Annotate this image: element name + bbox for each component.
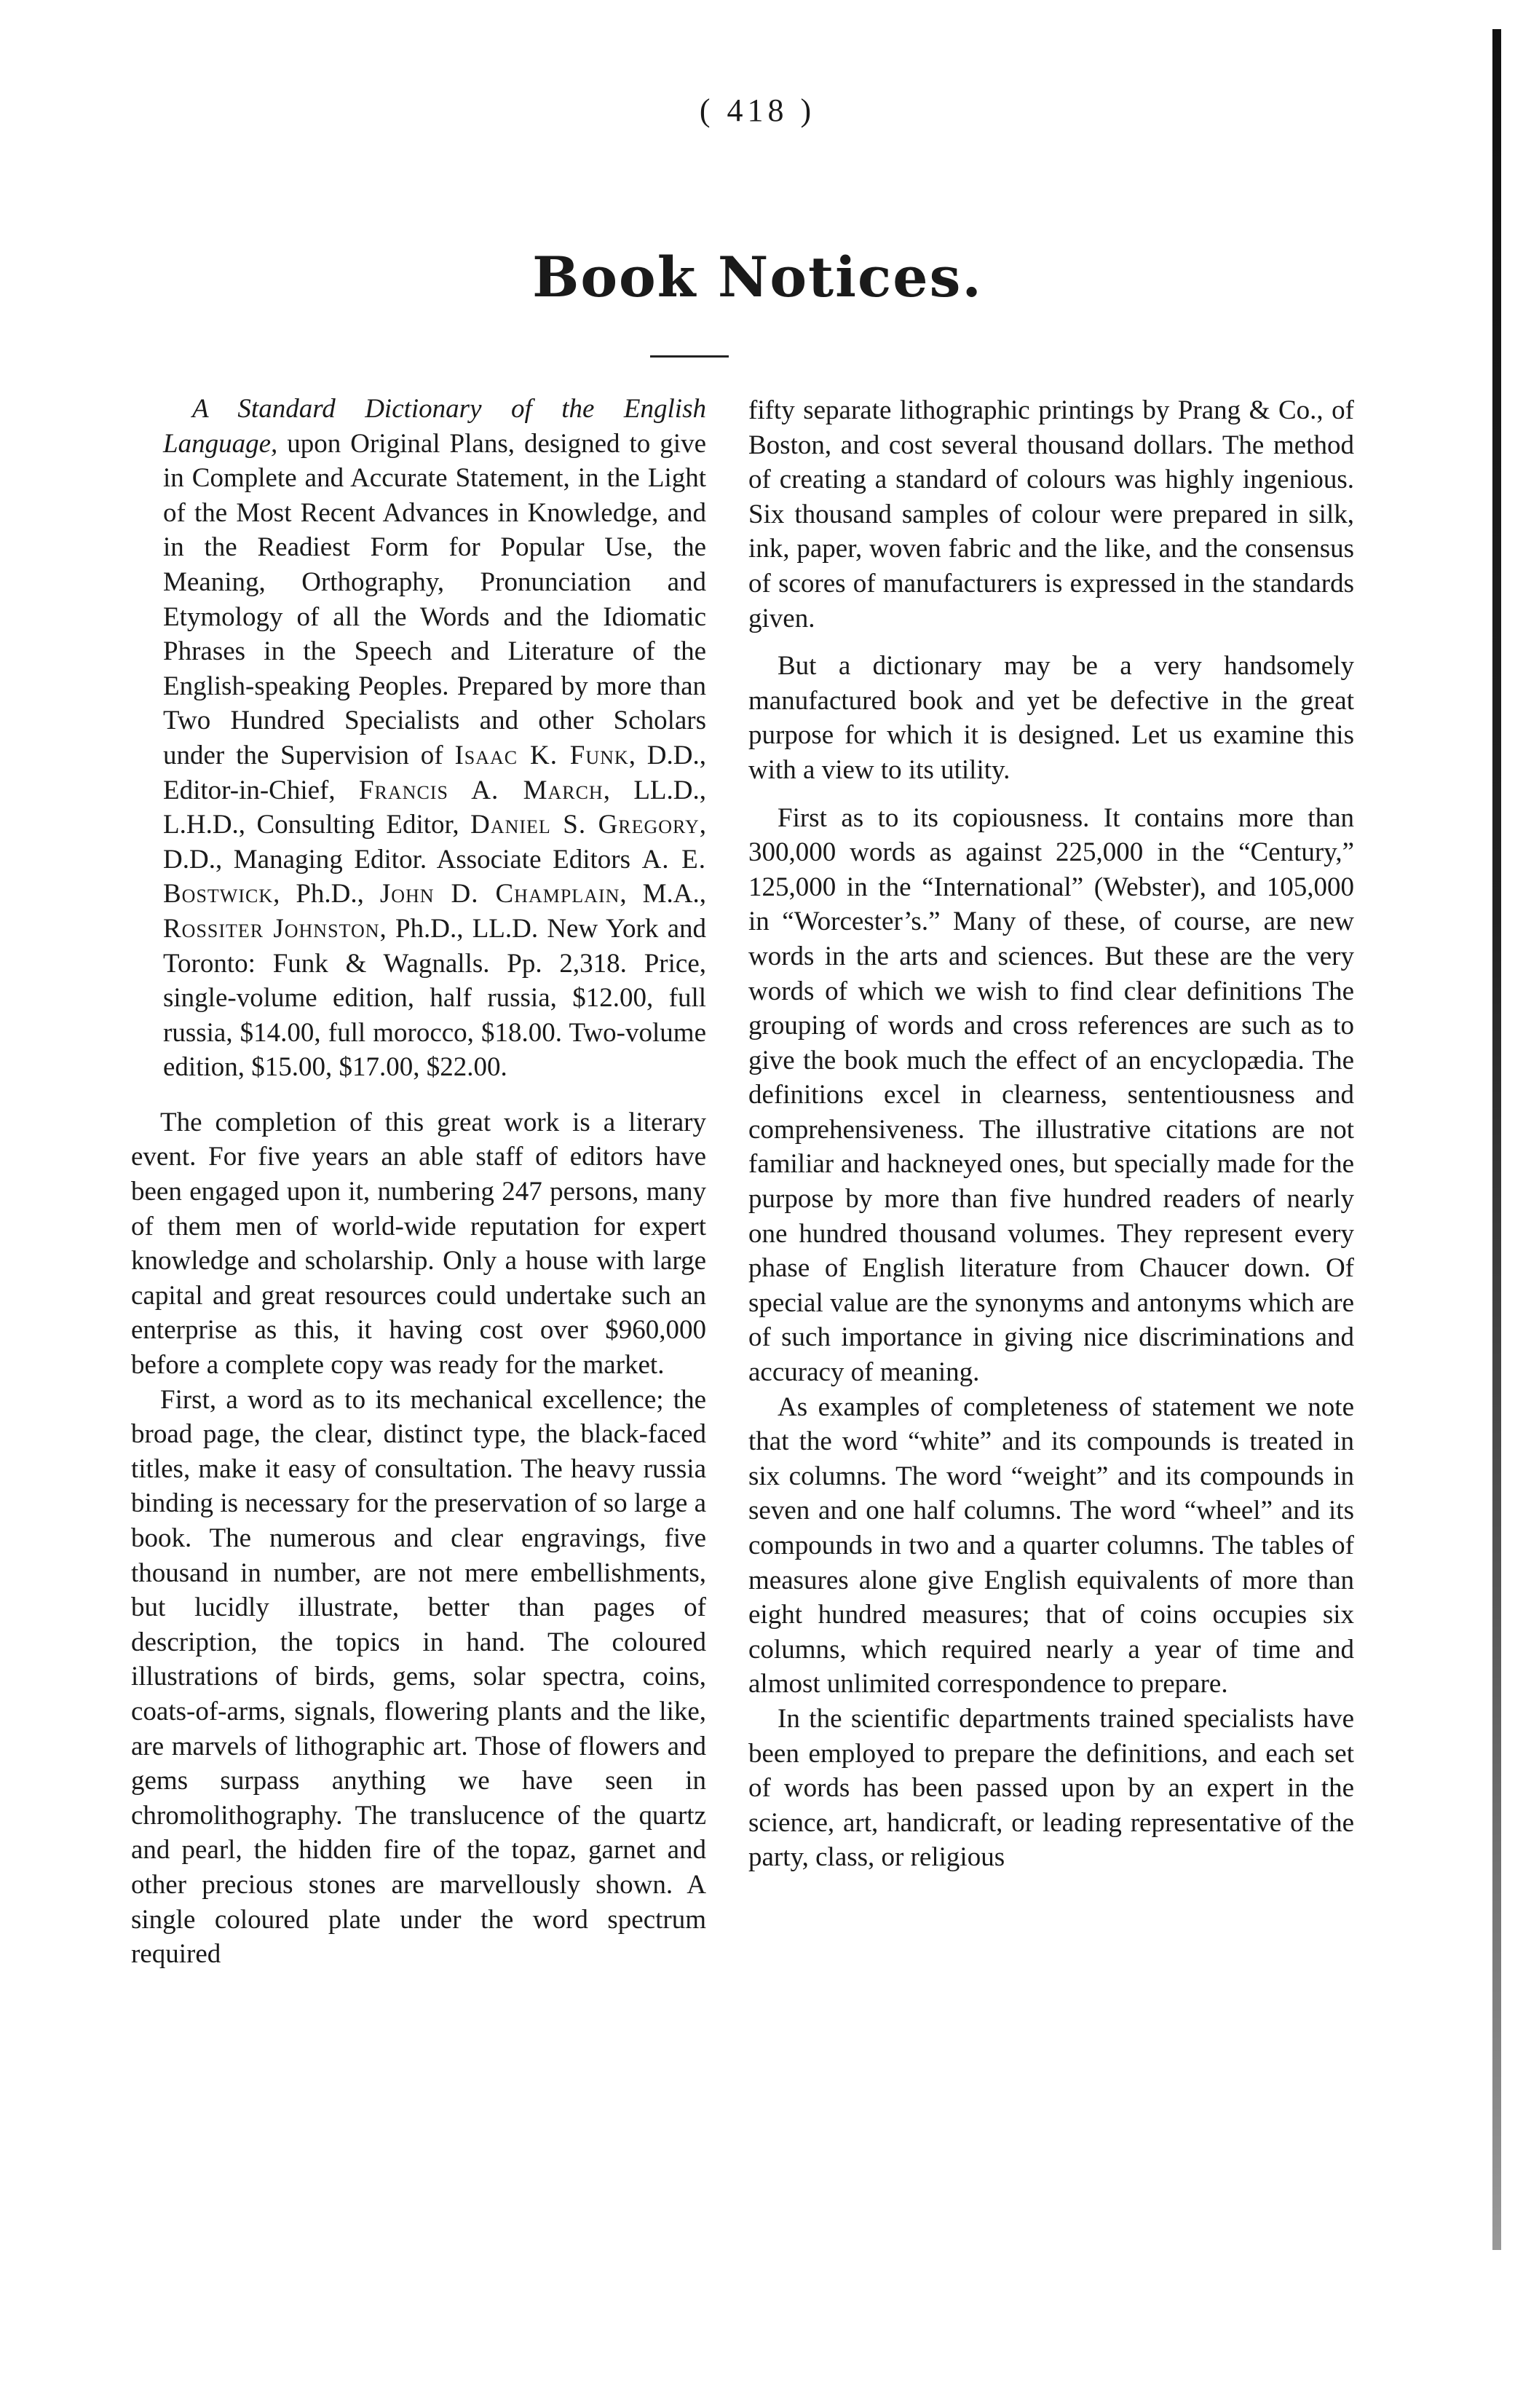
book-title: A Standard Dictionary of the English Language, xyxy=(163,394,706,459)
citation-text: , D.D., Managing Editor. Associate Editors xyxy=(163,810,706,875)
body-paragraph: First as to its copiousness. It contains more than 300,000 words as against 225,000 in the “Century,” 125,000 in the “International” (Webster), and 105,000 in “Worcester’s.” Many of these, of course, are new words in the arts and sciences. But these are the very words of which we wish to find clear definitions The grouping of words and cross references are such as to give the book much the effect of an encyclopædia. The definitions excel in clearness, sententiousness and comprehensiveness. The illustrative citations are not familiar and hackneyed ones, but specially made for the purpose by more than five hundred readers of nearly one hundred thousand volumes. They represent every phase of English literature from Chaucer down. Of special value are the synonyms and antonyms which are of such importance in giving nice discriminations and accuracy of meaning. xyxy=(748,802,1354,1388)
body-paragraph: First, a word as to its mechanical excellence; the broad page, the clear, distinct type, the black-faced titles, make it easy of consultation. The heavy russia binding is necessary for the preservation of so large a book. The numerous and clear engravings, five thousand in number, are not mere embellishments, but lucidly illustrate, better than pages of description, the topics in hand. The coloured illustrations of birds, gems, solar spectra, coins, coats-of-arms, signals, flowering plants and the like, are marvels of lithographic art. Those of flowers and gems surpass anything we have seen in chromolithography. The translucence of the quartz and pearl, the hidden fire of the topaz, garnet and other precious stones are marvellously shown. A single coloured plate under the word spectrum required xyxy=(131,1384,706,1970)
citation-text: , D.D., Editor-in-Chief, xyxy=(163,740,706,805)
right-column xyxy=(748,393,1354,1875)
heading-rule xyxy=(650,355,729,358)
body-paragraph: In the scientific departments trained specialists have been employed to prepare the definitions, and each set of words has been passed upon by an expert in the science, art, handicraft, or leading representative of the party, class, or religious xyxy=(748,1703,1354,1873)
citation-text: , M.A., xyxy=(620,879,706,909)
body-paragraph: As examples of completeness of statement we note that the word “white” and its compounds is treated in six columns. The word “weight” and its compounds in seven and one half columns. The word “wheel” and its compounds in two and a quarter columns. The tables of measures alone give English equivalents of more than eight hundred measures; that of coins occupies six columns, which required nearly a year of time and almost unlimited correspondence to prepare. xyxy=(748,1391,1354,1700)
editor-name: A. E. Bostwick xyxy=(163,844,706,909)
section-heading: Book Notices. xyxy=(532,245,983,309)
body-paragraph: fifty separate lithographic printings by Prang & Co., of Boston, and cost several thousand dollars. The method of creating a standard of colours was highly ingenious. Six thousand samples of colour were prepared in silk, ink, paper, woven fabric and the like, and the consensus of scores of manufacturers is expressed in the standards given. xyxy=(748,395,1354,633)
editor-name: Rossiter Johnston xyxy=(163,913,380,944)
citation-text: , LL.D., L.H.D., Consulting Editor, xyxy=(163,775,706,840)
body-paragraph: The completion of this great work is a literary event. For five years an able staff of editors have been engaged upon it, numbering 247 persons, many of them men of world-wide reputation for expert knowledge and scholarship. Only a house with large capital and great resources could undertake such an enterprise as this, it having cost over $960,000 before a complete copy was ready for the market. xyxy=(131,1107,706,1381)
editor-name: Daniel S. Gregory xyxy=(470,810,700,840)
book-citation xyxy=(131,392,706,1085)
editor-name: Isaac K. Funk xyxy=(454,740,629,770)
citation-text: , Ph.D., LL.D. New York and Toronto: Funk & Wagnalls. Pp. 2,318. Price, single-volume edition, half russia, $12.00, full russia, $14.00, full morocco, $18.00. Two-volume edition, $15.00, $17.00, $22.00. xyxy=(163,913,706,1083)
left-column xyxy=(131,392,706,1972)
page-number: ( 418 ) xyxy=(699,92,816,128)
page-edge-shadow xyxy=(1492,29,1501,2250)
citation-text: , Ph.D., xyxy=(273,879,380,909)
body-paragraph: But a dictionary may be a very handsomely manufactured book and yet be defective in the great purpose for which it is designed. Let us examine this with a view to its utility. xyxy=(748,651,1354,785)
editor-name: John D. Champlain xyxy=(379,879,620,909)
editor-name: Francis A. March xyxy=(358,775,604,805)
citation-description: upon Original Plans, designed to give in Complete and Accurate Statement, in the Light of the Most Recent Advances in Knowledge, and in the Readiest Form for Popular Use, the Meaning, Orthography, Pronunciation and Etymology of all the Words and the Idiomatic Phrases in the Speech and Literature of the English-speaking Peoples. Prepared by more than Two Hundred Specialists and other Scholars under the Supervision of xyxy=(163,428,706,770)
